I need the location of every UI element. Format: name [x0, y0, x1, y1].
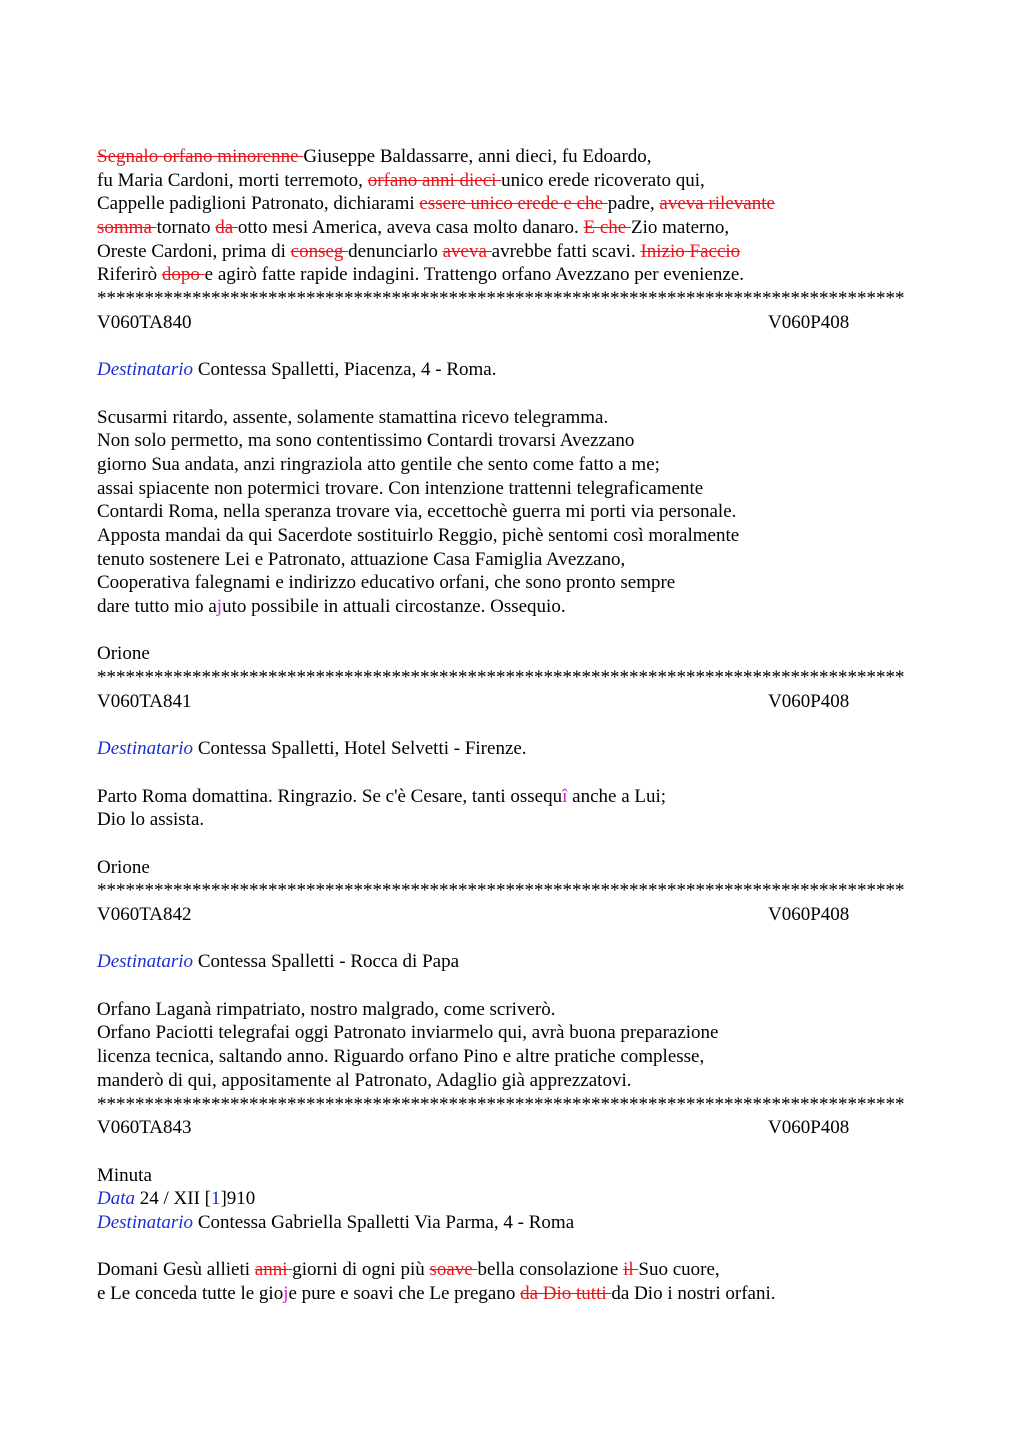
- text-line: [97, 595, 927, 619]
- text-line: Scusarmi ritardo, assente, solamente stamattina ricevo telegramma.: [97, 406, 609, 428]
- text: padre,: [607, 193, 660, 215]
- page-code: V060P408: [768, 690, 850, 712]
- deleted-text: da: [215, 217, 238, 239]
- text: otto mesi America, aveva casa molto danaro.: [237, 217, 584, 239]
- entry-header: [97, 903, 927, 927]
- text: avrebbe fatti scavi.: [491, 240, 641, 262]
- recipient-line: [97, 1211, 927, 1235]
- minuta-label: Minuta: [97, 1164, 152, 1186]
- text-line: Orfano Laganà rimpatriato, nostro malgrado, come scriverò.: [97, 998, 556, 1020]
- deleted-text: soave: [429, 1259, 478, 1281]
- text: Oreste Cardoni, prima di: [97, 240, 291, 262]
- deleted-text: anni: [254, 1259, 293, 1281]
- deleted-text: conseg: [290, 240, 349, 262]
- deleted-text: da Dio tutti: [520, 1283, 612, 1304]
- recipient-label: Destinatario: [97, 951, 194, 973]
- text-line: [97, 240, 927, 264]
- text: Zio materno,: [630, 217, 730, 239]
- deleted-text: dopo: [161, 264, 205, 286]
- recipient: Contessa Spalletti, Piacenza, 4 - Roma.: [193, 359, 497, 381]
- text-line: licenza tecnica, saltando anno. Riguardo orfano Pino e altre pratiche complesse,: [97, 1046, 705, 1068]
- deleted-text: aveva rilevante: [659, 193, 775, 215]
- text: Suo cuore,: [638, 1259, 720, 1281]
- text: dare tutto mio a: [97, 596, 217, 618]
- text-line: [97, 216, 927, 240]
- editorial-insert: 1: [210, 1188, 221, 1210]
- signature: Orione: [97, 856, 150, 878]
- deleted-text: E che: [583, 217, 631, 239]
- text-line: Orfano Paciotti telegrafai oggi Patronato inviarmelo qui, avrà buona preparazione: [97, 1022, 719, 1044]
- recipient-label: Destinatario: [97, 1211, 194, 1233]
- text: Parto Roma domattina. Ringrazio. Se c'è Cesare, tanti ossequ: [97, 785, 563, 807]
- entry-header: [97, 690, 927, 714]
- text-line: Contardi Roma, nella speranza trovare via, eccettochè guerra mi porti via personale.: [97, 501, 737, 523]
- text: tornato: [156, 217, 216, 239]
- date-line: [97, 1187, 927, 1211]
- entry-header: [97, 1116, 927, 1140]
- separator: *************************************************************************************: [97, 1093, 905, 1115]
- text: Giuseppe Baldassarre, anni dieci, fu Edoardo,: [303, 146, 652, 167]
- separator: *************************************************************************************: [97, 880, 905, 902]
- text: unico erede ricoverato qui,: [501, 169, 705, 191]
- separator: *************************************************************************************: [97, 667, 905, 689]
- recipient: Contessa Gabriella Spalletti Via Parma, 4 - Roma: [193, 1211, 575, 1233]
- text: anche a Lui;: [567, 785, 667, 807]
- page-code: V060P408: [768, 904, 850, 925]
- text-line: [97, 169, 927, 193]
- text: e agirò fatte rapide indagini. Trattengo orfano Avezzano per evenienze.: [204, 264, 745, 286]
- text: 24 / XII [: [135, 1188, 211, 1210]
- page-code: V060P408: [768, 311, 850, 333]
- text-line: assai spiacente non potermici trovare. Con intenzione trattenni telegraficamente: [97, 477, 704, 499]
- text: Riferirò: [97, 264, 162, 286]
- text: e Le conceda tutte le gio: [97, 1283, 284, 1304]
- text-line: Cooperativa falegnami e indirizzo educativo orfani, che sono pronto sempre: [97, 572, 676, 594]
- recipient-line: [97, 358, 927, 382]
- text-line: [97, 145, 927, 169]
- recipient-line: [97, 737, 927, 761]
- text: e pure e soavi che Le pregano: [288, 1283, 521, 1304]
- deleted-text: somma: [97, 217, 157, 239]
- text-line: [97, 263, 927, 287]
- inserted-text: j: [216, 596, 223, 618]
- text: Domani Gesù allieti: [97, 1259, 255, 1281]
- entry-code: V060TA842: [97, 904, 192, 925]
- deleted-text: orfano anni dieci: [367, 169, 502, 191]
- inserted-text: j: [283, 1283, 289, 1304]
- deleted-text: aveva: [442, 240, 492, 262]
- text-line: Dio lo assista.: [97, 809, 205, 831]
- deleted-text: essere unico erede e che: [419, 193, 608, 215]
- text-line: Non solo permetto, ma sono contentissimo Contardi trovarsi Avezzano: [97, 430, 635, 452]
- recipient: Contessa Spalletti - Rocca di Papa: [193, 951, 460, 973]
- text-line: Apposta mandai da qui Sacerdote sostituirlo Reggio, pichè sentomi così moralmente: [97, 525, 740, 546]
- text-line: [97, 192, 927, 216]
- entry-code: V060TA840: [97, 311, 192, 333]
- signature: Orione: [97, 643, 150, 665]
- text-line: giorno Sua andata, anzi ringraziola atto gentile che sento come fatto a me;: [97, 453, 660, 475]
- deleted-text: Inizio Faccio: [640, 240, 741, 262]
- page-code: V060P408: [768, 1117, 850, 1139]
- text: giorni di ogni più: [292, 1259, 430, 1281]
- inserted-text: î: [562, 785, 568, 807]
- text-line: [97, 1258, 927, 1282]
- text-line: [97, 785, 927, 809]
- recipient: Contessa Spalletti, Hotel Selvetti - Firenze.: [193, 738, 527, 760]
- recipient-label: Destinatario: [97, 359, 194, 381]
- recipient-line: [97, 950, 927, 974]
- text: fu Maria Cardoni, morti terremoto,: [97, 169, 368, 191]
- text: Cappelle padiglioni Patronato, dichiarami: [97, 193, 420, 215]
- recipient-label: Destinatario: [97, 738, 194, 760]
- separator: *************************************************************************************: [97, 288, 905, 310]
- entry-code: V060TA841: [97, 690, 192, 712]
- text: bella consolazione: [477, 1259, 624, 1281]
- text: ]910: [220, 1188, 256, 1210]
- text-line: tenuto sostenere Lei e Patronato, attuazione Casa Famiglia Avezzano,: [97, 548, 626, 570]
- deleted-text: il: [623, 1259, 639, 1281]
- text-line: manderò di qui, appositamente al Patronato, Adaglio già apprezzatovi.: [97, 1069, 632, 1091]
- text: da Dio i nostri orfani.: [611, 1283, 776, 1304]
- entry-header: [97, 311, 927, 335]
- date-label: Data: [97, 1188, 135, 1210]
- entry-code: V060TA843: [97, 1117, 192, 1139]
- deleted-text: Segnalo orfano minorenne: [97, 146, 304, 167]
- document-page: [97, 145, 927, 1306]
- text-line: [97, 1282, 927, 1306]
- text: uto possibile in attuali circostanze. Ossequio.: [222, 596, 566, 618]
- text: denunciarlo: [348, 240, 443, 262]
